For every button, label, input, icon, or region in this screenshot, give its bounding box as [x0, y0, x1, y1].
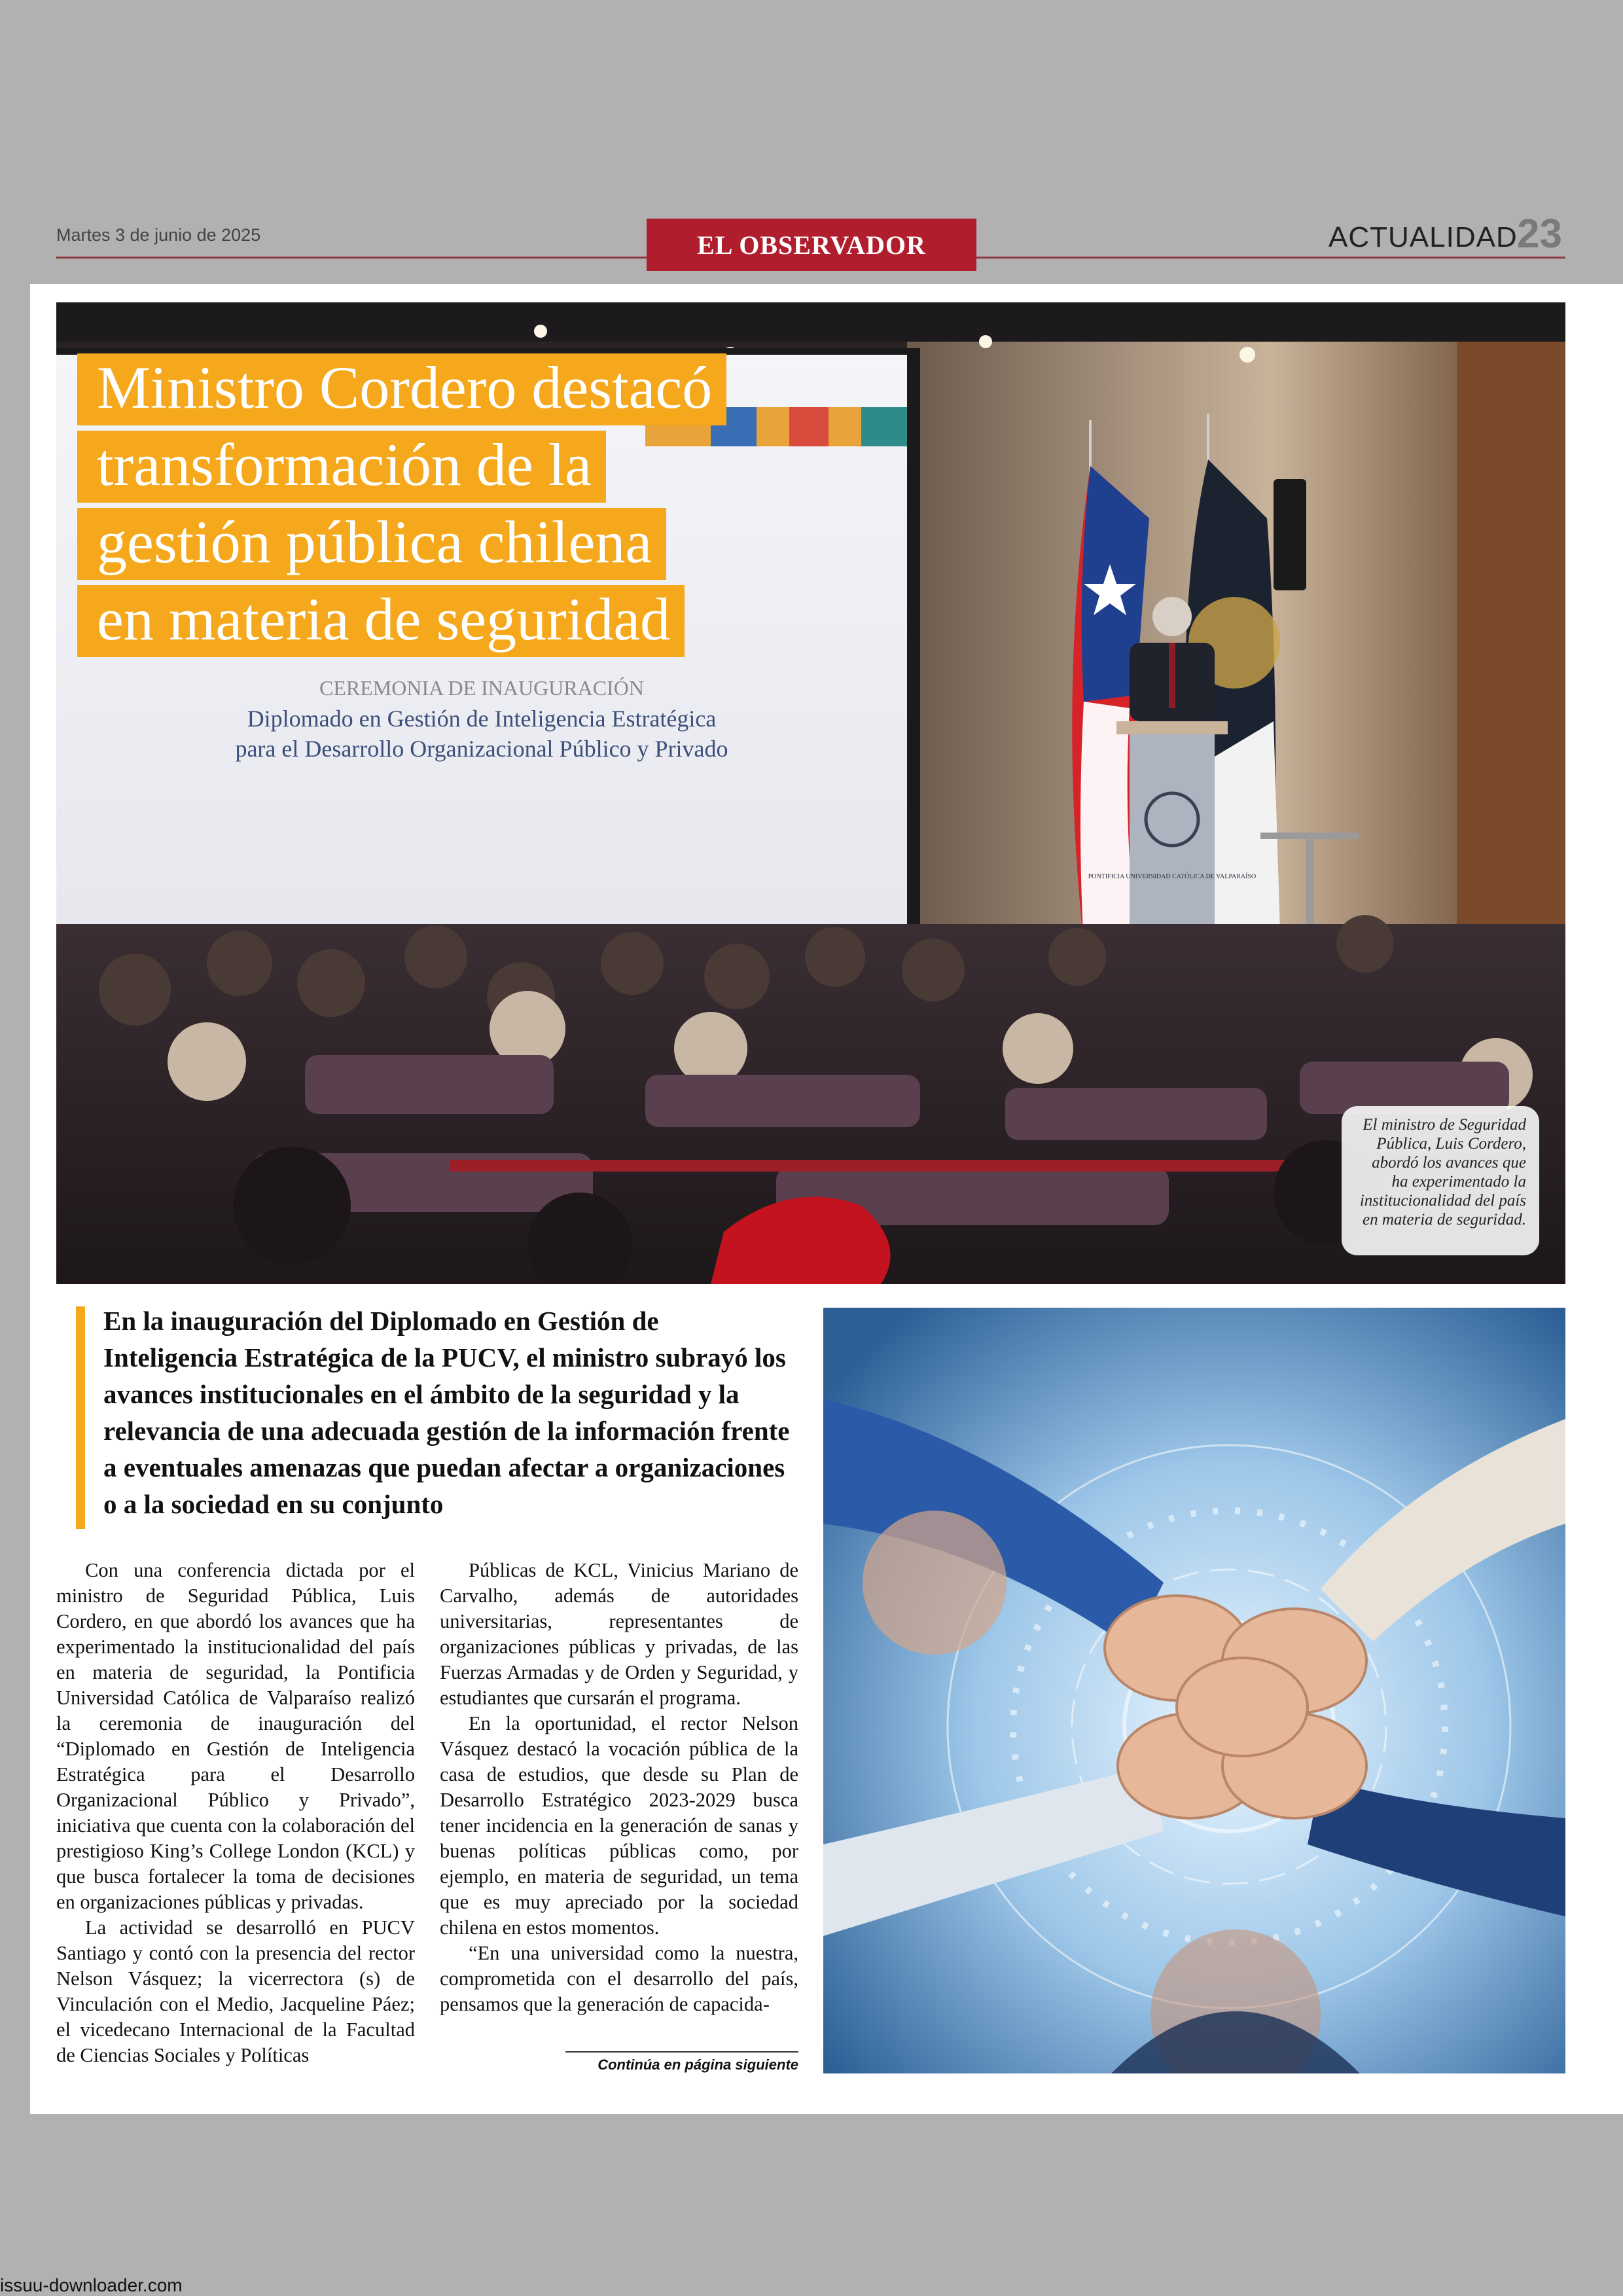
headline-line: Ministro Cordero destacó	[77, 353, 726, 425]
lectern-text: PONTIFICIA UNIVERSIDAD CATÓLICA DE VALPARAÍSO	[1088, 873, 1257, 880]
section-name: ACTUALIDAD	[1329, 221, 1518, 253]
headline-line: transformación de la	[77, 431, 606, 503]
continuation-rule	[565, 2051, 798, 2053]
body-column-2	[440, 1558, 798, 2017]
teamwork-hands-image	[823, 1308, 1565, 2073]
body-paragraph: La actividad se desarrolló en PUCV Santiago y contó con la presencia del rector Nelson Vásquez; la vicerrectora (s) de Vinculación con el Medio, Jacqueline Páez; el vicedecano Internacional de la Facultad de Ciencias Sociales y Políticas	[56, 1916, 415, 2066]
body-paragraph: Públicas de KCL, Vinicius Mariano de Carvalho, además de autoridades universitarias, representantes de organizaciones públicas y privadas, de las Fuerzas Armadas y de Orden y Seguridad, y estudiantes que cursarán el programa.	[440, 1559, 798, 1709]
continuation-note: Continúa en página siguiente	[597, 2056, 798, 2073]
body-column-1	[56, 1558, 415, 2068]
screen-line-2: Diplomado en Gestión de Inteligencia Estratégica	[247, 706, 717, 732]
page-number: 23	[1517, 211, 1562, 257]
screen-line-3: para el Desarrollo Organizacional Público y Privado	[235, 736, 728, 762]
headline	[77, 353, 726, 662]
body-paragraph: Con una conferencia dictada por el ministro de Seguridad Pública, Luis Cordero, en que abordó los avances que ha experimentado la institucionalidad del país en materia de seguridad, la Pontificia Universidad Católica de Valparaíso realizó la ceremonia de inauguración del “Diplomado en Gestión de Inteligencia Estratégica para el Desarrollo Organizacional Público y Privado”, iniciativa que cuenta con la colaboración del prestigioso King’s College London (KCL) y que busca fortalecer la toma de decisiones en organizaciones públicas y privadas.	[56, 1559, 415, 1913]
photo-caption: El ministro de Seguridad Pública, Luis Cordero, abordó los avances que ha experimentado la institucionalidad del país en materia de seguridad.	[1342, 1106, 1539, 1255]
watermark: issuu-downloader.com	[0, 2275, 183, 2295]
newspaper-logo: EL OBSERVADOR	[647, 219, 976, 271]
body-paragraph: “En una universidad como la nuestra, comprometida con el desarrollo del país, pensamos que la generación de capacida-	[440, 1942, 798, 2015]
headline-line: gestión pública chilena	[77, 508, 666, 580]
article-lead: En la inauguración del Diplomado en Gestión de Inteligencia Estratégica de la PUCV, el ministro subrayó los avances institucionales en el ámbito de la seguridad y la relevancia de una adecuada gestión de la información frente a eventuales amenazas que puedan afectar a organizaciones o a la sociedad en su conjunto	[103, 1306, 790, 1519]
issue-date: Martes 3 de junio de 2025	[56, 225, 261, 245]
body-paragraph: En la oportunidad, el rector Nelson Vásquez destacó la vocación pública de la casa de estudios, que desde su Plan de Desarrollo Estratégico 2023-2029 busca tener incidencia en la generación de sanas y buenas políticas públicas como, por ejemplo, en materia de seguridad, un tema que es muy apreciado por la sociedad chilena en estos momentos.	[440, 1712, 798, 1939]
lead-accent-bar	[76, 1306, 85, 1529]
headline-line: en materia de seguridad	[77, 585, 685, 657]
screen-line-1: CEREMONIA DE INAUGURACIÓN	[319, 676, 644, 700]
